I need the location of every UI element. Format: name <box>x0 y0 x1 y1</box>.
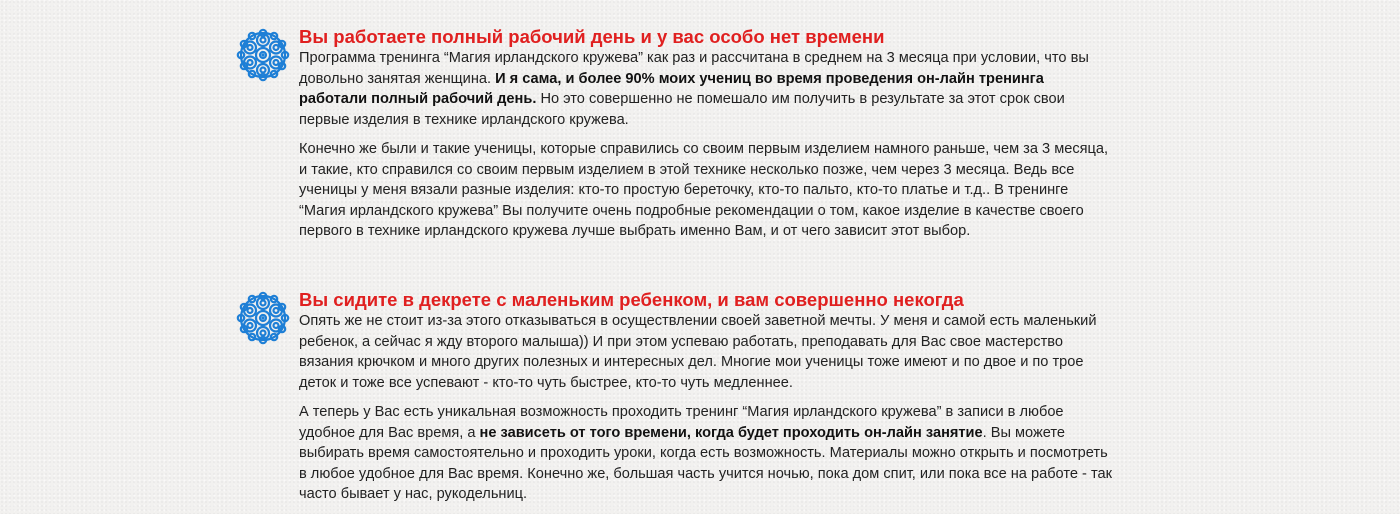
section-heading: Вы сидите в декрете с маленьким ребенком, и вам совершенно некогда <box>299 289 964 310</box>
paragraph-text: . Вы можете выбирать время самостоятельно и проходить уроки, когда есть возможность. Материалы можно открыть и посмотреть в любое удобное для Вас время. Конечно же, большая часть учится ночью, пока дом спит, или пока все на работе - так часто бывает у нас, рукодельниц. <box>299 424 1112 502</box>
paragraph-text: Но это совершенно не помешало им получить в результате за этот срок свои первые изделия в технике ирландского кружева. <box>299 91 1065 128</box>
section-content <box>299 26 1115 242</box>
lace-flower-icon <box>236 291 290 345</box>
paragraph-bold-text: И я сама, и более 90% моих учениц во время проведения он-лайн тренинга работали полный рабочий день. <box>299 70 1044 107</box>
lace-flower-icon <box>236 28 290 82</box>
section-paragraph: Опять же не стоит из-за этого отказываться в осуществлении своей заветной мечты. У меня и самой есть маленький ребенок, а сейчас я жду второго малыша)) И при этом успеваю работать, преподавать для Вас свое мастерство вязания крючком и много других полезных и интересных дел. Многие мои ученицы тоже имеют и по двое и по трое деток и тоже все успевают - кто-то чуть быстрее, кто-то чуть медленнее. <box>299 313 1097 391</box>
section-heading: Вы работаете полный рабочий день и у вас особо нет времени <box>299 26 885 47</box>
section-content <box>299 289 1115 505</box>
paragraph-text: А теперь у Вас есть уникальная возможность проходить тренинг “Магия ирландского кружева” в записи в любое удобное для Вас время, а <box>299 404 1064 441</box>
paragraph-bold-text: не зависеть от того времени, когда будет проходить он-лайн занятие <box>479 424 983 441</box>
paragraph-text: Программа тренинга “Магия ирландского кружева” как раз и рассчитана в среднем на 3 месяца при условии, что вы довольно занятая женщина. <box>299 50 1089 87</box>
section-full-time-work <box>236 26 1116 251</box>
section-paragraph <box>299 402 1115 505</box>
section-paragraph <box>299 48 1115 130</box>
section-maternity-leave <box>236 289 1116 514</box>
section-paragraph: Конечно же были и такие ученицы, которые справились со своим первым изделием намного раньше, чем за 3 месяца, и такие, кто справился со своим первым изделием в этой технике несколько позже, чем через 3 месяца. Ведь все ученицы у меня вязали разные изделия: кто-то простую береточку, кто-то пальто, кто-то платье и т.д.. В тренинге “Магия ирландского кружева” Вы получите очень подробные рекомендации о том, какое изделие в качестве своего первого в технике ирландского кружева лучше выбрать именно Вам, и от чего зависит этот выбор. <box>299 141 1109 239</box>
